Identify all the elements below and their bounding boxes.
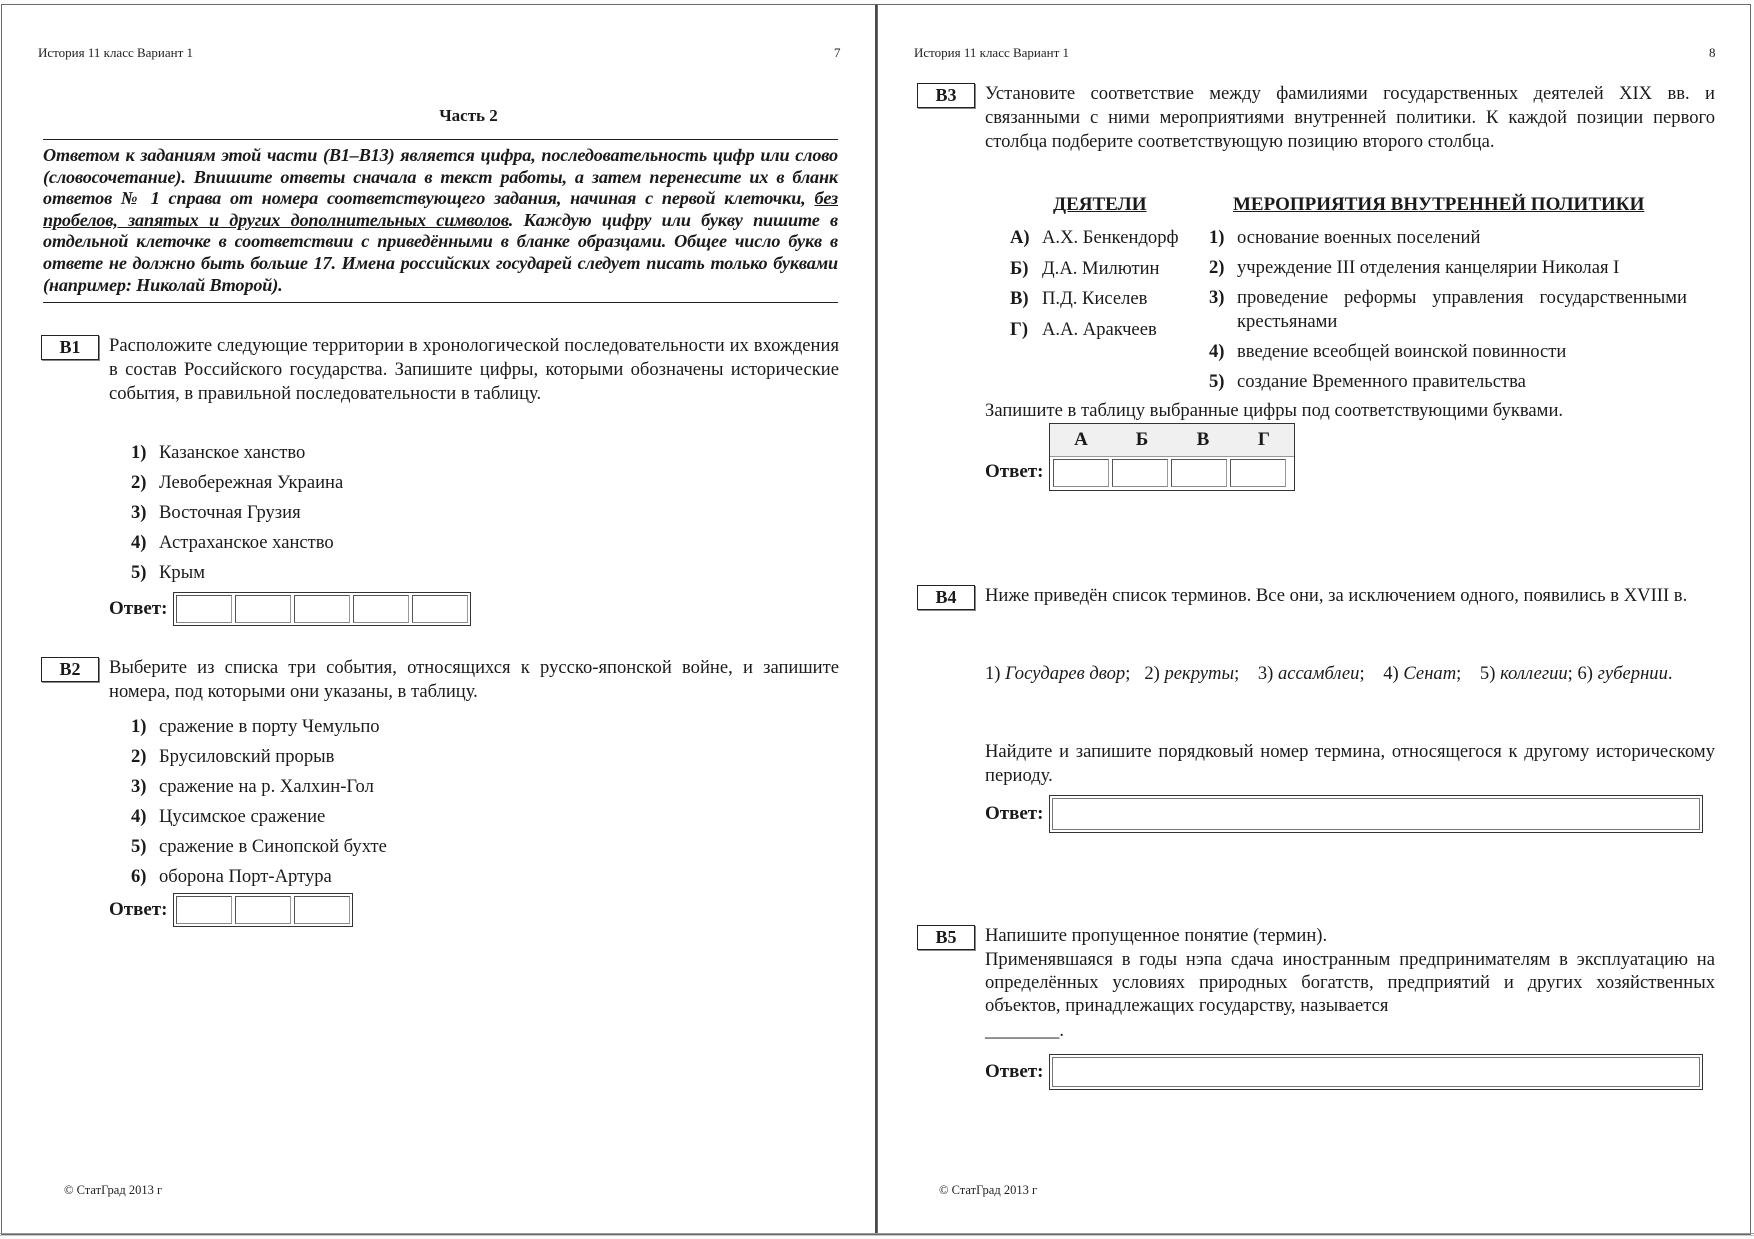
answer-row xyxy=(985,423,1295,491)
answer-cell[interactable] xyxy=(353,595,409,623)
answer-field-inner xyxy=(1052,1057,1700,1087)
footer-copyright: © СтатГрад 2013 г xyxy=(64,1183,163,1197)
task-label: B4 xyxy=(917,585,975,610)
task-label: B5 xyxy=(917,925,975,950)
list-item: 3) проведение реформы управления государственными крестьянами xyxy=(1209,287,1687,332)
answer-field[interactable] xyxy=(1049,795,1703,833)
list-item: 2) Брусиловский прорыв xyxy=(131,746,335,767)
task-b3 xyxy=(917,83,1737,503)
option-list xyxy=(131,438,343,588)
option-list xyxy=(131,712,387,892)
task-prompt: Напишите пропущенное понятие (термин). xyxy=(985,925,1328,946)
answer-cells xyxy=(1050,456,1294,490)
column-header-figures: ДЕЯТЕЛИ xyxy=(1053,194,1147,215)
list-item: 1) основание военных поселений xyxy=(1209,227,1481,248)
answer-cell[interactable] xyxy=(1171,459,1227,487)
running-head: История 11 класс Вариант 1 xyxy=(914,45,1070,60)
answer-label: Ответ: xyxy=(985,803,1044,824)
answer-cell[interactable] xyxy=(294,896,350,924)
answer-field-inner xyxy=(1052,798,1700,830)
blank-line: ________. xyxy=(985,1020,1065,1041)
column-letter: А xyxy=(1074,429,1088,450)
task-prompt: Установите соответствие между фамилиями государственных деятелей XIX вв. и связанными с ними мероприятиями внутренней политики. К каждой позиции первого столбца подберите соответствующую позицию второго столбца. xyxy=(985,83,1715,152)
answer-label: Ответ: xyxy=(985,1061,1044,1082)
footer-copyright: © СтатГрад 2013 г xyxy=(939,1183,1038,1197)
list-item: 5) Крым xyxy=(131,562,205,583)
running-head: История 11 класс Вариант 1 xyxy=(38,45,194,60)
column-letter: В xyxy=(1196,429,1210,450)
answer-row xyxy=(985,795,1703,833)
answer-cell[interactable] xyxy=(1112,459,1168,487)
terms-list: 1) Государев двор; 2) рекруты; 3) ассамблеи; 4) Сенат; 5) коллегии; 6) губернии. xyxy=(985,663,1673,684)
answer-label: Ответ: xyxy=(109,598,168,619)
task-b5 xyxy=(917,925,1737,1095)
page-7 xyxy=(1,4,877,1235)
list-item: 1) сражение в порту Чемульпо xyxy=(131,716,380,737)
task-b4 xyxy=(917,585,1737,845)
list-item: 2) Левобережная Украина xyxy=(131,472,344,493)
answer-cell[interactable] xyxy=(235,896,291,924)
list-item: В) П.Д. Киселев xyxy=(1010,288,1148,309)
list-item: Б) Д.А. Милютин xyxy=(1010,257,1160,279)
list-item: 3) сражение на р. Халхин-Гол xyxy=(131,776,374,797)
task-body: Применявшаяся в годы нэпа сдача иностранным предпринимателям в эксплуатацию на определённых условиях природных богатств, предприятий и других хозяйственных объектов, принадлежащих государству, называется xyxy=(985,949,1715,1016)
list-item: 2) учреждение III отделения канцелярии Николая I xyxy=(1209,257,1620,278)
policies-list xyxy=(1209,226,1687,400)
instructions-box xyxy=(43,139,838,303)
list-item: 1) Казанское ханство xyxy=(131,442,306,463)
list-item: 4) введение всеобщей воинской повинности xyxy=(1209,341,1567,362)
task-label: B3 xyxy=(917,83,975,108)
list-item: А) А.Х. Бенкендорф xyxy=(1010,227,1179,248)
answer-cells xyxy=(173,592,471,626)
part-title: Часть 2 xyxy=(439,106,498,125)
answer-cells xyxy=(173,893,353,927)
answer-label: Ответ: xyxy=(109,899,168,920)
answer-row xyxy=(109,592,471,626)
list-item: 5) создание Временного правительства xyxy=(1209,371,1526,392)
column-header-policies: МЕРОПРИЯТИЯ ВНУТРЕННЕЙ ПОЛИТИКИ xyxy=(1233,194,1645,215)
answer-cell[interactable] xyxy=(412,595,468,623)
answer-table-header xyxy=(1050,424,1294,456)
column-letter: Г xyxy=(1257,429,1271,450)
answer-row xyxy=(985,1054,1703,1090)
page-bottom-edge xyxy=(0,1233,1754,1236)
answer-cell[interactable] xyxy=(176,896,232,924)
list-item: 5) сражение в Синопской бухте xyxy=(131,836,387,857)
answer-row xyxy=(109,893,353,927)
answer-label: Ответ: xyxy=(985,461,1044,482)
answer-cell[interactable] xyxy=(1053,459,1109,487)
task-b1 xyxy=(41,335,841,635)
page-8 xyxy=(877,4,1751,1235)
list-item: 4) Астраханское ханство xyxy=(131,532,334,553)
answer-cell[interactable] xyxy=(176,595,232,623)
figures-list xyxy=(1010,223,1179,345)
page-number: 8 xyxy=(1709,45,1716,60)
list-item: 3) Восточная Грузия xyxy=(131,502,301,523)
list-item: 6) оборона Порт-Артура xyxy=(131,866,332,887)
answer-field[interactable] xyxy=(1049,1054,1703,1090)
answer-table xyxy=(1049,423,1295,491)
column-letter: Б xyxy=(1135,429,1149,450)
task-prompt: Расположите следующие территории в хронологической последовательности их вхождения в состав Российского государства. Запишите цифры, которыми обозначены исторические события, в правильной последовательности в таблицу. xyxy=(109,335,839,404)
task-prompt: Ниже приведён список терминов. Все они, за исключением одного, появились в XVIII в. xyxy=(985,585,1688,606)
page-number: 7 xyxy=(834,45,841,60)
task-label: B1 xyxy=(41,335,99,360)
list-item: Г) А.А. Аракчеев xyxy=(1010,318,1157,340)
list-item: 4) Цусимское сражение xyxy=(131,806,326,827)
table-instruction: Запишите в таблицу выбранные цифры под соответствующими буквами. xyxy=(985,400,1564,421)
instructions-text: Ответом к заданиям этой части (B1–B13) является цифра, последовательность цифр или слово (словосочетание). Впишите ответы сначала в текст работы, а затем перенесите их в бланк ответов № 1 справа от номера соответствующего задания, начиная с первой клеточки, без пробелов, запятых и других дополнительных символов. Каждую цифру или букву пишите в отдельной клеточке в соответствии с приведёнными в бланке образцами. Общее число букв в ответе не должно быть больше 17. Имена российских государей следует писать только буквами (например: Николай Второй). xyxy=(43,145,838,295)
task-prompt: Выберите из списка три события, относящихся к русско-японской войне, и запишите номера, под которыми они указаны, в таблицу. xyxy=(109,657,839,702)
answer-cell[interactable] xyxy=(235,595,291,623)
answer-cell[interactable] xyxy=(294,595,350,623)
task-b2 xyxy=(41,657,841,937)
answer-cell[interactable] xyxy=(1230,459,1286,487)
task-label: B2 xyxy=(41,657,99,682)
task-question: Найдите и запишите порядковый номер термина, относящегося к другому историческому периоду. xyxy=(985,741,1715,786)
